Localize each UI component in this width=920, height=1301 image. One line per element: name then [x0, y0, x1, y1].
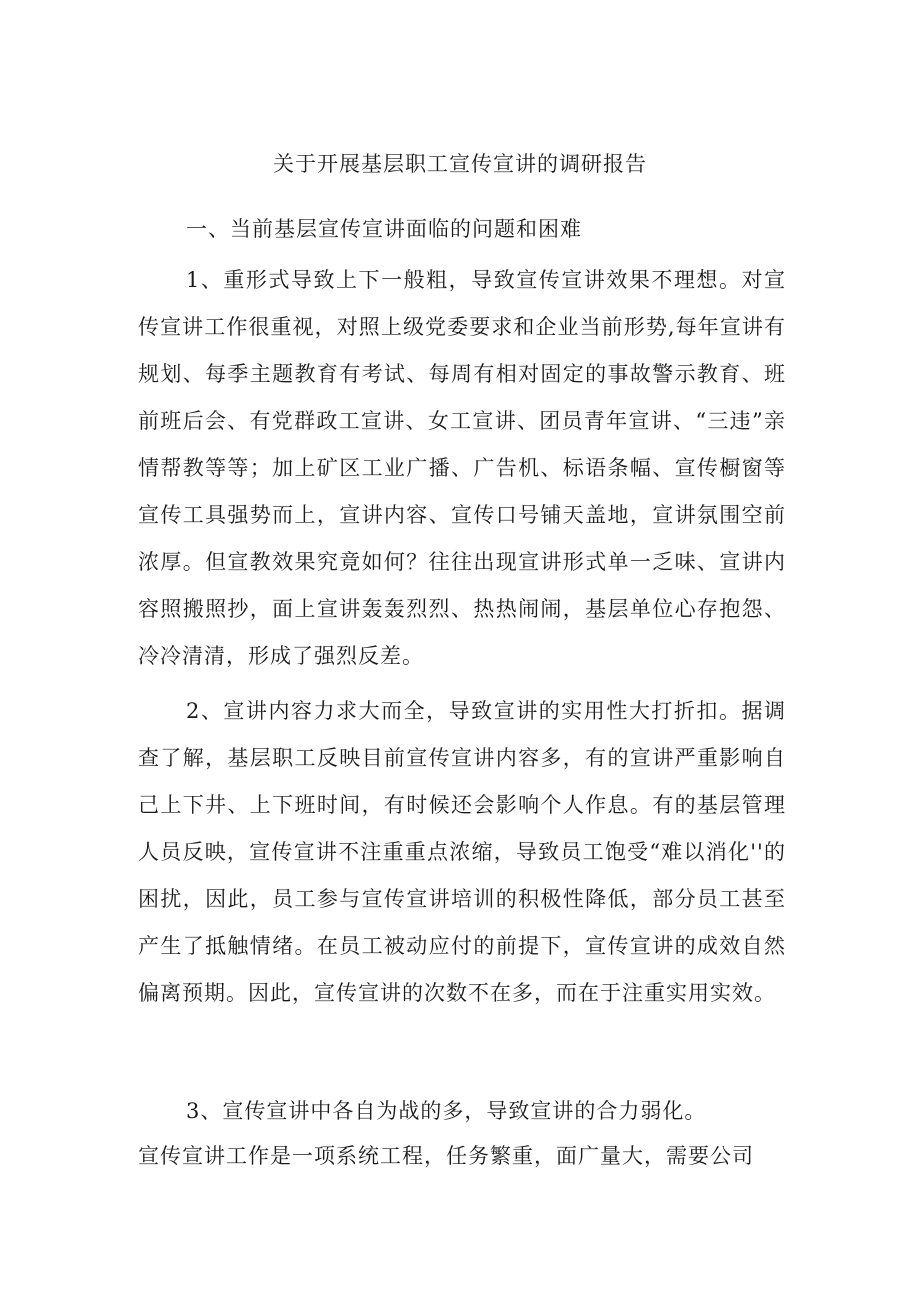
paragraph-2: 2、宣讲内容力求大而全，导致宣讲的实用性大打折扣。据调查了解，基层职工反映目前宣传宣讲内容多，有的宣讲严重影响自己上下井、上下班时间，有时候还会影响个人作息。有的基层管理人员反映，宣传宣讲不注重重点浓缩，导致员工饱受“难以消化''的困扰，因此，员工参与宣传宣讲培训的积极性降低，部分员工甚至产生了抵触情绪。在员工被动应付的前提下，宣传宣讲的成效自然偏离预期。因此，宣传宣讲的次数不在多，而在于注重实用实效。 — [138, 699, 786, 1005]
paragraph-3-title: 3、宣传宣讲中各自为战的多，导致宣讲的合力弱化。 — [186, 1099, 707, 1123]
section-heading: 一、当前基层宣传宣讲面临的问题和困难 — [186, 217, 582, 241]
paragraph-1: 1、重形式导致上下一般粗，导致宣传宣讲效果不理想。对宣传宣讲工作很重视，对照上级党委要求和企业当前形势,每年宣讲有规划、每季主题教育有考试、每周有相对固定的事故警示教育、班前班后会、有党群政工宣讲、女工宣讲、团员青年宣讲、“三违”亲情帮教等等；加上矿区工业广播、广告机、标语条幅、宣传橱窗等宣传工具强势而上，宣讲内容、宣传口号铺天盖地，宣讲氛围空前浓厚。但宣教效果究竟如何？往往出现宣讲形式单一乏味、宣讲内容照搬照抄，面上宣讲轰轰烈烈、热热闹闹，基层单位心存抱怨、冷冷清清，形成了强烈反差。 — [138, 268, 786, 668]
document-title: 关于开展基层职工宣传宣讲的调研报告 — [273, 152, 647, 176]
paragraph-3-body: 宣传宣讲工作是一项系统工程，任务繁重，面广量大，需要公司 — [138, 1144, 754, 1168]
